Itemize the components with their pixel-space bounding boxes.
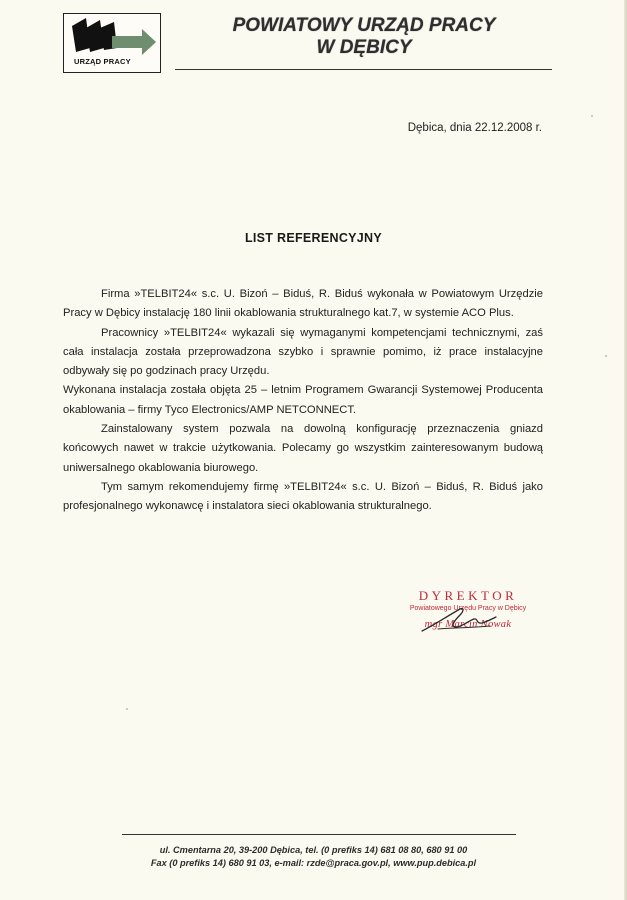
paragraph-2: Pracownicy »TELBIT24« wykazali się wymaganymi kompetencjami technicznymi, zaś cała instalacja została przeprowadzona szybko i sprawnie pomimo, iż prace instalacyjne odbywały się po godzinach pracy Urzędu. xyxy=(63,326,543,378)
footer-contact xyxy=(0,844,627,870)
document-title: LIST REFERENCYJNY xyxy=(244,231,383,245)
paper-speck xyxy=(605,355,607,357)
footer-address-line: ul. Cmentarna 20, 39-200 Dębica, tel. (0 prefiks 14) 681 08 80, 680 91 00 xyxy=(159,845,468,855)
handwritten-signature xyxy=(420,605,500,635)
stamp-title: DYREKTOR xyxy=(418,588,518,603)
stamp-subtitle: Powiatowego Urzędu Pracy w Dębicy xyxy=(409,605,527,612)
letter-body xyxy=(63,285,543,517)
office-name-line-1: POWIATOWY URZĄD PRACY xyxy=(232,15,496,36)
date-line: Dębica, dnia 22.12.2008 r. xyxy=(407,122,542,134)
paper-speck xyxy=(126,708,128,710)
paragraph-3: Wykonana instalacja została objęta 25 – letnim Programem Gwarancji Systemowej Producenta okablowania – firmy Tyco Electronics/AMP NETCONNECT. xyxy=(63,384,543,416)
footer-contact-line: Fax (0 prefiks 14) 680 91 03, e-mail: rzde@praca.gov.pl, www.pup.debica.pl xyxy=(150,858,477,868)
logo-text: URZĄD PRACY xyxy=(74,57,131,66)
footer-divider xyxy=(122,834,516,835)
stamp-name: mgr Marcin Nowak xyxy=(424,619,512,630)
paragraph-1: Firma »TELBIT24« s.c. U. Bizoń – Biduś, R. Biduś wykonała w Powiatowym Urzędzie Pracy w Dębicy instalację 180 linii okablowania strukturalnego kat.7, w systemie ACO Plus. xyxy=(63,288,543,320)
office-logo xyxy=(63,13,161,73)
paragraph-5: Tym samym rekomendujemy firmę »TELBIT24« s.c. U. Bizoń – Biduś, R. Biduś jako profesjonalnego wykonawcę i instalatora sieci okablowania strukturalnego. xyxy=(63,480,543,513)
header-divider xyxy=(175,69,552,70)
office-name-heading xyxy=(175,15,553,59)
paper-speck xyxy=(591,115,593,117)
paragraph-4: Zainstalowany system pozwala na dowolną konfigurację przeznaczenia gniazd końcowych nawet w trakcie użytkowania. Polecamy go wszystkim zainteresowanym budową uniwersalnego okablowania biurowego. xyxy=(63,423,543,474)
office-name-line-2: W DĘBICY xyxy=(316,37,412,58)
